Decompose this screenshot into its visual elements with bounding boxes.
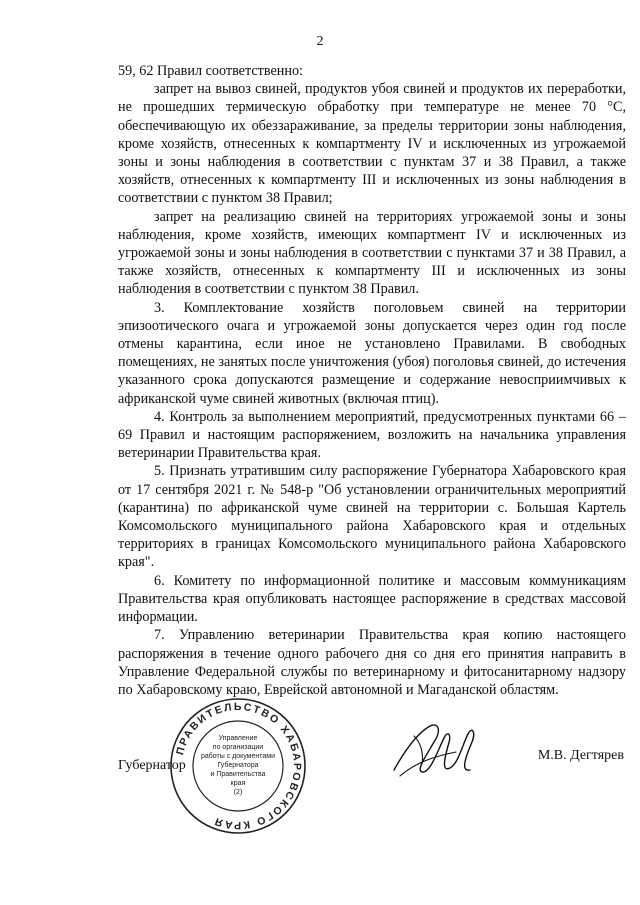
page-number: 2	[316, 34, 324, 49]
document-body	[118, 62, 626, 699]
paragraph-item-7: 7. Управлению ветеринарии Правительства края копию настоящего распоряжения в течение одного рабочего дня со дня его принятия направить в Управление Федеральной службы по ветеринарному и фитосанитарному надзору по Хабаровскому краю, Еврейской автономной и Магаданской областям.	[118, 627, 626, 698]
paragraph-continuation: 59, 62 Правил соответственно:	[118, 63, 303, 79]
seal-line: работы с документами	[200, 753, 276, 760]
handwritten-signature	[386, 712, 482, 792]
seal-line: края	[230, 780, 246, 787]
paragraph-item-3: 3. Комплектование хозяйств поголовьем свиней на территории эпизоотического очага и угрожаемой зоны допускается через один год после отмены карантина, если иное не установлено Правилами. В свободных помещениях, не занятых после уничтожения (убоя) поголовья свиней, до истечения указанного срока допускаются размещение и содержание невосприимчивых к африканской чуме свиней животных (включая птиц).	[118, 299, 626, 407]
paragraph-sale-ban: запрет на реализацию свиней на территориях угрожаемой зоны и зоны наблюдения, кроме хозяйств, имеющих компартмент IV и исключенных из угрожаемой зоны и зоны наблюдения в соответствии с пунктами 37 и 38 Правил, а также хозяйств, отнесенных к компартменту III и исключенных из зоны наблюдения в соответствии с пунктом 38 Правил.	[118, 208, 626, 298]
paragraph-item-5: 5. Признать утратившим силу распоряжение Губернатора Хабаровского края от 17 сентября 2021 г. № 548-р "Об установлении ограничительных мероприятий (карантина) по африканской чуме свиней на территории с. Большая Картель Комсомольского муниципального района Хабаровского края и отдельных территориях в границах Комсомольского муниципального района Хабаровского края".	[118, 463, 626, 571]
seal-line: (2)	[233, 789, 243, 796]
paragraph-export-ban: запрет на вывоз свиней, продуктов убоя свиней и продуктов их переработки, не прошедших термическую обработку при температуре не менее 70 °С, обеспечивающую их обеззараживание, за пределы территории зоны наблюдения, кроме хозяйств, отнесенных к компартменту IV и исключенных из угрожаемой зоны и зоны наблюдения в соответствии с пунктам 37 и 38 Правил, а также хозяйств, отнесенных к компартменту III и исключенных из зоны наблюдения в соответствии с пунктом 38 Правил;	[118, 81, 626, 207]
signer-name: М.В. Дегтярев	[537, 748, 624, 763]
seal-line: по организации	[212, 744, 264, 751]
paragraph-item-6: 6. Комитету по информационной политике и массовым коммуникациям Правительства края опубликовать настоящее распоряжение в средствах массовой информации.	[118, 572, 626, 626]
paragraph-item-4: 4. Контроль за выполнением мероприятий, предусмотренных пунктами 66 – 69 Правил и настоящим распоряжением, возложить на начальника управления ветеринарии Правительства края.	[118, 408, 626, 462]
signer-position: Губернатор	[118, 758, 186, 773]
official-seal	[168, 696, 308, 836]
seal-line: и Правительства	[210, 771, 266, 778]
seal-line: Управление	[218, 735, 258, 742]
seal-outer-text: ПРАВИТЕЛЬСТВО ХАБАРОВСКОГО КРАЯ	[174, 700, 304, 832]
seal-line: Губернатора	[217, 762, 259, 769]
